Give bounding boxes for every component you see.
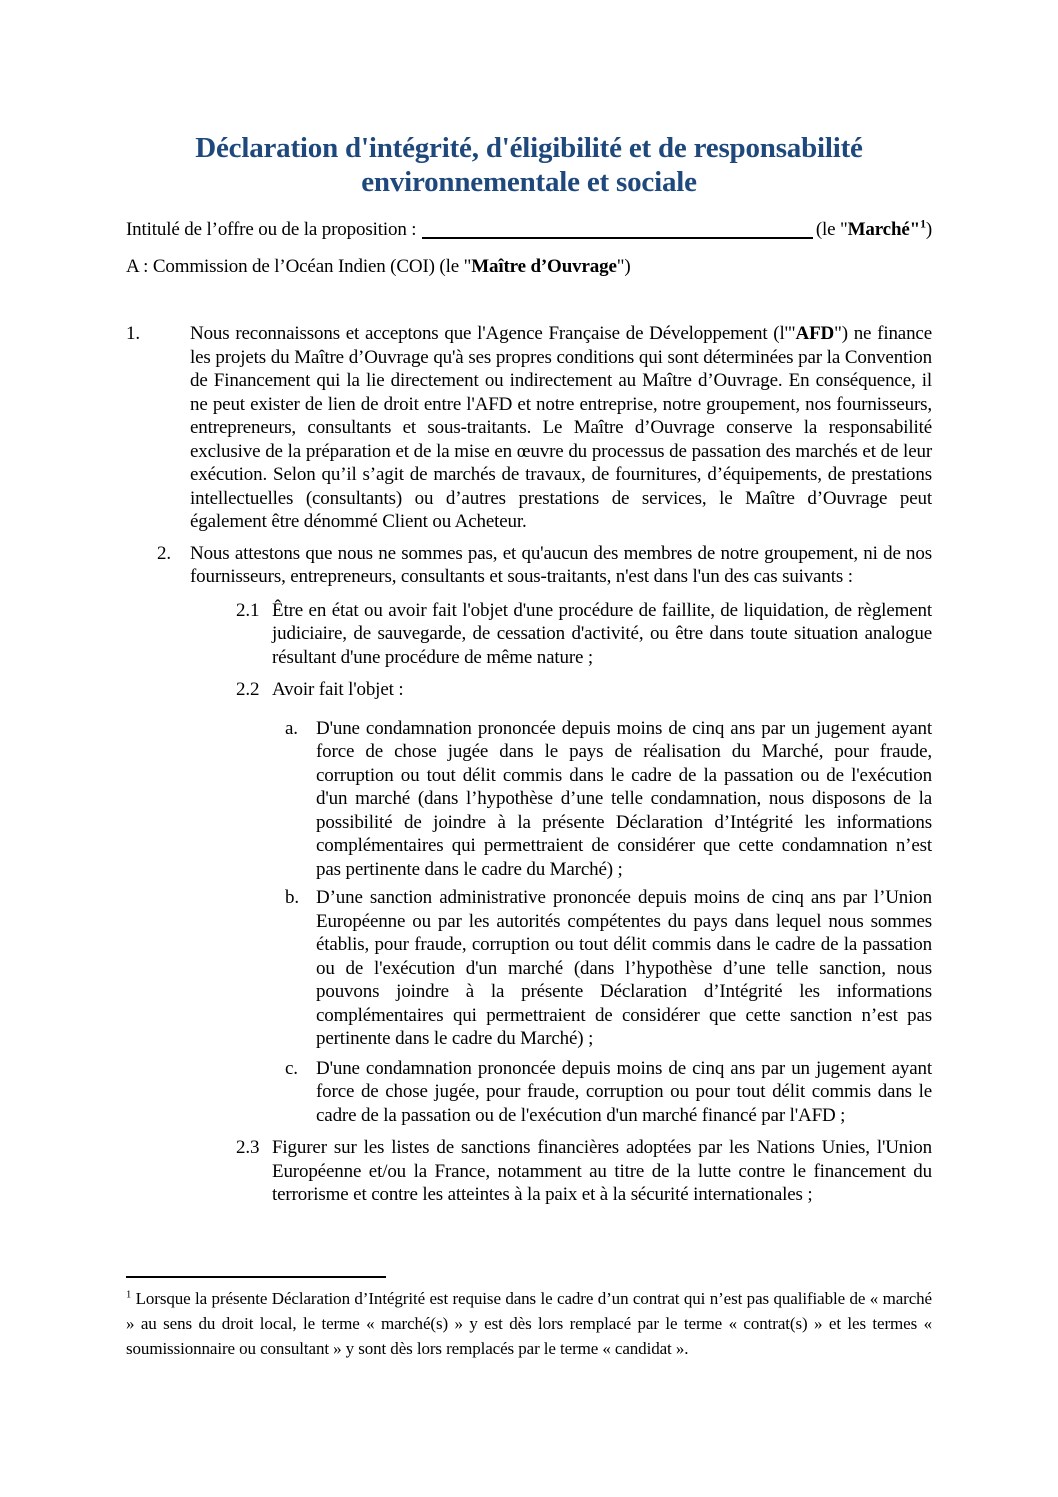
offer-title-row [126,218,932,242]
recipient-suffix: ") [616,255,631,277]
letter-item-b [285,886,932,1051]
item-1-text-bold-afd: AFD [795,323,835,344]
letter-item-b-marker: b. [285,887,299,908]
document-page [126,0,932,1361]
marche-footnote-ref: 1 [920,217,926,231]
sub-item-2-3-text: Figurer sur les listes de sanctions financières adoptées par les Nations Unies, l'Union Européenne et/ou la France, notamment au titre de la lutte contre le financement du terrorisme et contre les atteintes à la paix et à la sécurité internationales ; [272,1137,932,1205]
letter-item-c-marker: c. [285,1057,298,1079]
marche-quote: " [909,219,921,240]
letter-item-c-text: D'une condamnation prononcée depuis moins de cinq ans par un jugement ayant force de chose jugée, pour fraude, corruption ou pour tout délit commis dans le cadre de la passation ou de l'exécution d'un marché financé par l'AFD ; [316,1057,932,1126]
item-1-text-post: ") ne finance les projets du Maître d’Ouvrage qu'à ses propres conditions qui sont déterminées par la Convention de Financement qui la lie directement ou indirectement au Maître d’Ouvrage. En conséquence, il ne peut exister de lien de droit entre l'AFD et notre entreprise, notre groupement, nos fournisseurs, entrepreneurs, consultants et sous-traitants. Le Maître d’Ouvrage conserve la responsabilité exclusive de la préparation et de la mise en œuvre du processus de passation des marchés et de leur exécution. Selon qu’il s’agit de marchés de travaux, de fournitures, d’équipements, de prestations intellectuelles (consultants) ou d’autres prestations de services, le Maître d’Ouvrage peut également être dénommé Client ou Acheteur. [190,323,932,532]
offer-title-blank-line [422,237,812,239]
item-1-text-pre: Nous reconnaissons et acceptons que l'Agence Française de Développement (l'" [190,323,796,344]
letter-item-a-marker: a. [285,717,298,739]
numbered-item-2 [126,542,932,589]
letter-item-c [285,1057,932,1128]
letter-item-a [285,717,932,882]
item-1-number: 1. [126,323,140,344]
item-2-number: 2. [157,542,171,564]
recipient-prefix: A : Commission de l’Océan Indien (COI) (le " [126,255,472,277]
sub-item-2-2-text: Avoir fait l'objet : [272,679,404,700]
recipient-line [126,255,932,279]
footnote-separator [126,1276,386,1278]
sub-item-2-3 [236,1136,932,1207]
item-1-text [190,322,932,534]
sub-item-2-1-number: 2.1 [236,599,260,621]
item-2-text: Nous attestons que nous ne sommes pas, et qu'aucun des membres de notre groupement, ni de nos fournisseurs, entrepreneurs, consultants et sous-traitants, n'est dans l'un des cas suivants : [190,542,932,587]
footnote-text: Lorsque la présente Déclaration d’Intégrité est requise dans le cadre d’un contrat qui n’est pas qualifiable de « marché » au sens du droit local, le terme « marché(s) » y est dès lors remplacé par le terme « contrat(s) » et les termes « soumissionnaire ou consultant » y sont dès lors remplacés par le terme « candidat ». [126,1288,932,1358]
letter-item-b-text: D’une sanction administrative prononcée depuis moins de cinq ans par l’Union Européenne ou par les autorités compétentes du pays dans lequel nous sommes établis, pour fraude, corruption ou tout délit commis dans le cadre de la passation ou de l'exécution d'un marché (dans l’hypothèse d’une telle sanction, nous pouvons joindre à la présente Déclaration d’Intégrité les informations complémentaires qui permettraient de considérer que cette sanction n’est pas pertinente dans le cadre du Marché) ; [316,887,932,1049]
footnote-ref: 1 [126,1288,132,1300]
offer-title-label: Intitulé de l’offre ou de la proposition : [126,219,417,240]
marche-open: (le " [815,219,848,240]
marche-close: ) [925,219,932,240]
sub-item-2-3-number: 2.3 [236,1137,260,1158]
letter-item-a-text: D'une condamnation prononcée depuis moins de cinq ans par un jugement ayant force de chose jugée dans le pays de réalisation du Marché, pour fraude, corruption ou tout délit commis dans le cadre de la passation ou de l'exécution d'un marché (dans l’hypothèse d’une telle condamnation, nous disposons de la possibilité de joindre à la présente Déclaration d’Intégrité les informations complémentaires qui permettraient de considérer que cette condamnation n’est pas pertinente dans le cadre du Marché) ; [316,717,932,880]
marche-designation [816,218,932,242]
page-title-line2: environnementale et sociale [361,166,697,198]
page-title-line1: Déclaration d'intégrité, d'éligibilité et de responsabilité [195,132,863,164]
marche-term: Marché [847,219,910,240]
footnote [126,1286,932,1361]
sub-item-2-1-text: Être en état ou avoir fait l'objet d'une procédure de faillite, de liquidation, de règlement judiciaire, de sauvegarde, de cessation d'activité, ou être dans toute situation analogue résultant d'une procédure de même nature ; [272,599,932,668]
sub-item-2-2-number: 2.2 [236,679,260,700]
recipient-term: Maître d’Ouvrage [471,255,617,277]
page-title [126,131,932,199]
numbered-item-1 [126,322,932,534]
sub-item-2-1 [236,599,932,670]
sub-item-2-2 [236,678,932,702]
